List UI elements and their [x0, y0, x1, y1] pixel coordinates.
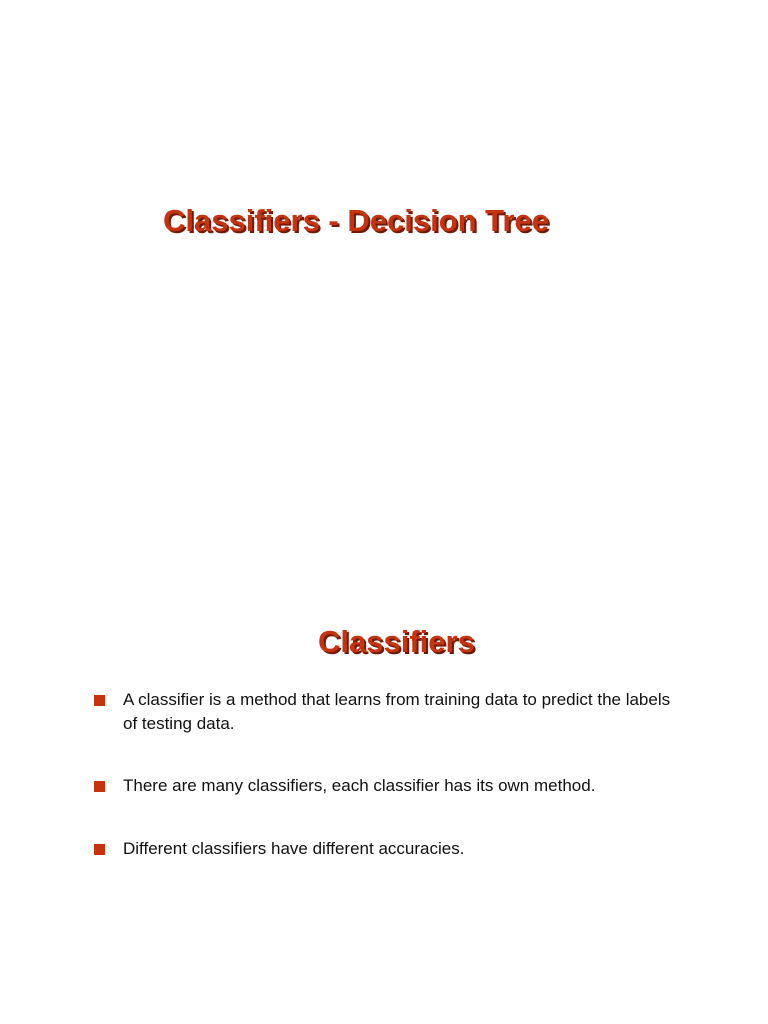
- bullet-text: Different classifiers have different accuracies.: [123, 839, 465, 858]
- square-bullet-icon: [94, 695, 105, 706]
- bullet-text: There are many classifiers, each classifier has its own method.: [123, 776, 596, 795]
- square-bullet-icon: [94, 844, 105, 855]
- slide-title-classifiers: Classifiers: [318, 624, 475, 659]
- bullet-text: A classifier is a method that learns from training data to predict the labels of testing data.: [123, 690, 671, 733]
- slide-title-decision-tree: Classifiers - Decision Tree: [163, 203, 549, 238]
- square-bullet-icon: [94, 781, 105, 792]
